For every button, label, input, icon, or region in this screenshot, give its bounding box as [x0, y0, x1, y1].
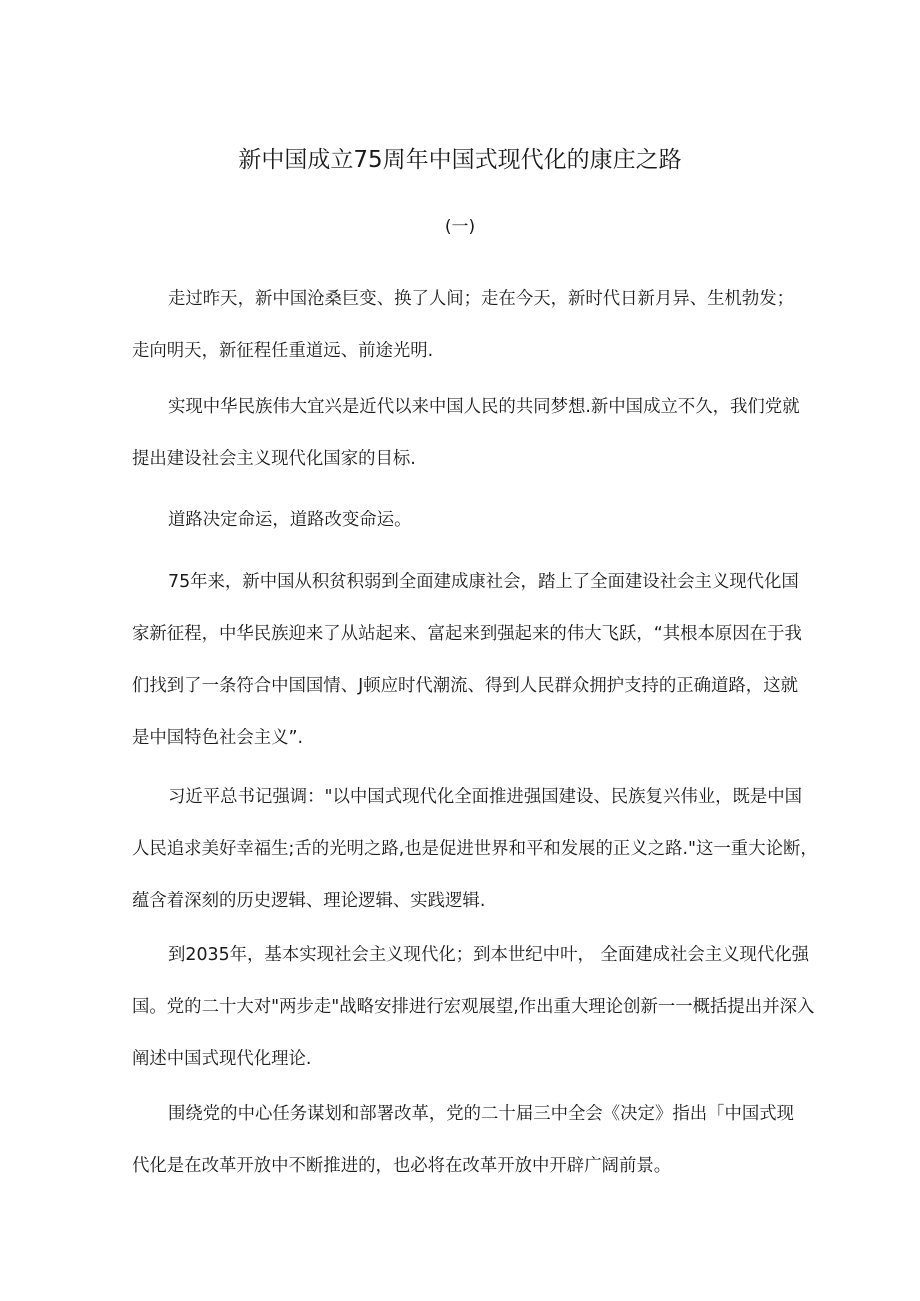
paragraph-7 [132, 1088, 795, 1192]
paragraph-line: 蕴含着深刻的历史逻辑、理论逻辑、实践逻辑. [132, 891, 486, 911]
paragraph-line: 提出建设社会主义现代化国家的目标. [132, 449, 416, 469]
paragraph-line: 走过昨天，新中国沧桑巨变、换了人间；走在今天，新时代日新月异、生机勃发； [168, 289, 795, 309]
paragraph-line: 实现中华民族伟大宜兴是近代以来中国人民的共同梦想.新中国成立不久，我们党就 [168, 397, 800, 417]
paragraph-line: 75年来，新中国从积贫积弱到全面建成康社会，踏上了全面建设社会主义现代化国 [168, 572, 799, 592]
paragraph-line: 人民追求美好幸福生;舌的光明之路,也是促进世界和平和发展的正义之路."这一重大论断， [132, 839, 818, 859]
paragraph-line: 习近平总书记强调："以中国式现代化全面推进强国建设、民族复兴伟业，既是中国 [168, 787, 803, 807]
paragraph-line: 国。党的二十大对"两步走"战略安排进行宏观展望,作出重大理论创新一一概括提出并深入 [132, 997, 815, 1017]
paragraph-2 [132, 381, 800, 485]
paragraph-line: 到2035年，基本实现社会主义现代化；到本世纪中叶， 全面建成社会主义现代化强 [168, 945, 810, 965]
paragraph-4 [132, 556, 802, 764]
paragraph-line: 家新征程，中华民族迎来了从站起来、富起来到强起来的伟大飞跃，“其根本原因在于我 [132, 624, 802, 644]
paragraph-3 [132, 494, 792, 546]
paragraph-line: 阐述中国式现代化理论. [132, 1049, 312, 1069]
paragraph-line: 走向明天，新征程任重道远、前途光明. [132, 341, 434, 361]
paragraph-line: 围绕党的中心任务谋划和部署改革，党的二十届三中全会《决定》指出「中国式现 [168, 1104, 795, 1124]
paragraph-line: 道路决定命运，道路改变命运。 [168, 510, 412, 530]
paragraph-1 [132, 273, 795, 377]
paragraph-5 [132, 771, 818, 927]
document-title: 新中国成立75周年中国式现代化的康庄之路 [238, 147, 682, 173]
paragraph-6 [132, 929, 815, 1085]
section-marker: (一) [444, 217, 476, 237]
paragraph-line: 代化是在改革开放中不断推进的，也必将在改革开放中开辟广阔前景。 [132, 1156, 672, 1176]
paragraph-line: 是中国特色社会主义”. [132, 728, 304, 748]
paragraph-line: 们找到了一条符合中国国情、J顿应时代潮流、得到人民群众拥护支持的正确道路，这就 [132, 676, 798, 696]
